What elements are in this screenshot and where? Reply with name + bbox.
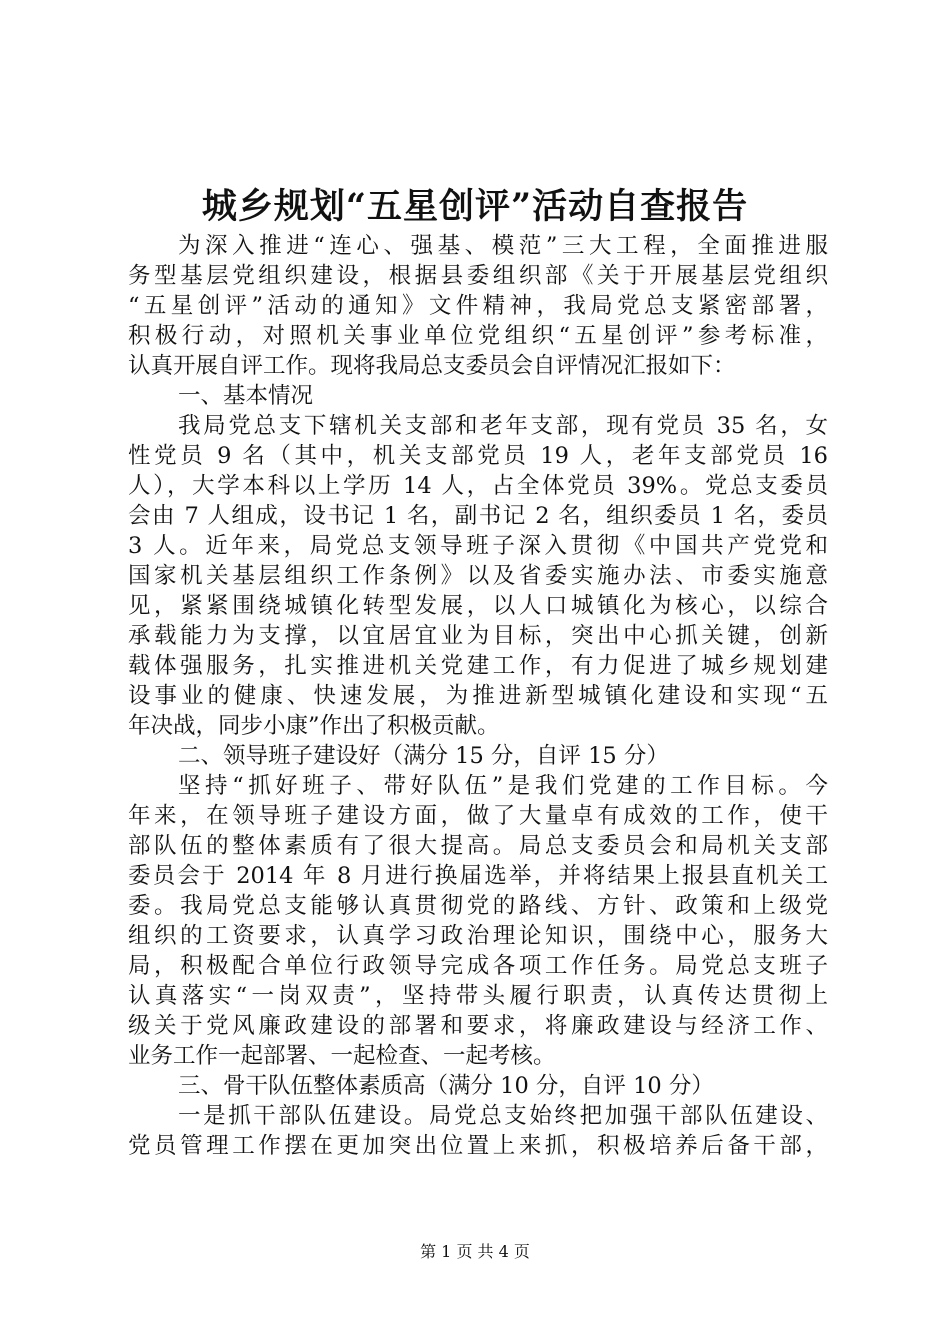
text-line: 人），大学本科以上学历 14 人，占全体党员 39%。党总支委员 — [128, 473, 828, 499]
section-heading: 三、骨干队伍整体素质高（满分 10 分，自评 10 分） — [178, 1073, 714, 1099]
text-line: 委。我局党总支能够认真贯彻党的路线、方针、政策和上级党 — [128, 893, 828, 919]
text-line: 会由 7 人组成，设书记 1 名，副书记 2 名，组织委员 1 名，委员 — [128, 503, 828, 529]
text-line: 委员会于 2014 年 8 月进行换届选举，并将结果上报县直机关工 — [128, 863, 828, 889]
text-line: 年决战，同步小康”作出了积极贡献。 — [128, 713, 500, 739]
text-line: 认真落实“一岗双责”，坚持带头履行职责，认真传达贯彻上 — [128, 983, 828, 1009]
text-line: 积极行动，对照机关事业单位党组织“五星创评”参考标准， — [128, 323, 828, 349]
text-line: 一是抓干部队伍建设。局党总支始终把加强干部队伍建设、 — [178, 1103, 828, 1129]
text-line: 国家机关基层组织工作条例》以及省委实施办法、市委实施意 — [128, 563, 828, 589]
text-line: “五星创评”活动的通知》文件精神，我局党总支紧密部署， — [128, 293, 828, 319]
text-line: 为深入推进“连心、强基、模范”三大工程，全面推进服 — [178, 233, 828, 259]
text-line: 设事业的健康、快速发展，为推进新型城镇化建设和实现“五 — [128, 683, 828, 709]
section-heading: 二、领导班子建设好（满分 15 分，自评 15 分） — [178, 743, 669, 769]
page-footer: 第 1 页 共 4 页 — [420, 1242, 530, 1261]
text-line: 业务工作一起部署、一起检查、一起考核。 — [128, 1043, 556, 1069]
text-line: 我局党总支下辖机关支部和老年支部，现有党员 35 名，女 — [178, 413, 828, 439]
section-heading: 一、基本情况 — [178, 383, 314, 409]
text-line: 部队伍的整体素质有了很大提高。局总支委员会和局机关支部 — [128, 833, 828, 859]
text-line: 性党员 9 名（其中，机关支部党员 19 人，老年支部党员 16 — [128, 443, 828, 469]
text-line: 党员管理工作摆在更加突出位置上来抓，积极培养后备干部， — [128, 1133, 828, 1159]
text-line: 组织的工资要求，认真学习政治理论知识，围绕中心，服务大 — [128, 923, 828, 949]
text-line: 年来，在领导班子建设方面，做了大量卓有成效的工作，使干 — [128, 803, 828, 829]
document-body — [128, 231, 828, 1161]
text-line: 3 人。近年来，局党总支领导班子深入贯彻《中国共产党党和 — [128, 533, 828, 559]
text-line: 载体强服务，扎实推进机关党建工作，有力促进了城乡规划建 — [128, 653, 828, 679]
text-line: 承载能力为支撑，以宜居宜业为目标，突出中心抓关键，创新 — [128, 623, 828, 649]
text-line: 坚持“抓好班子、带好队伍”是我们党建的工作目标。今 — [178, 773, 828, 799]
text-line: 见，紧紧围绕城镇化转型发展，以人口城镇化为核心，以综合 — [128, 593, 828, 619]
text-line: 级关于党风廉政建设的部署和要求，将廉政建设与经济工作、 — [128, 1013, 828, 1039]
document-title: 城乡规划“五星创评”活动自查报告 — [201, 186, 749, 227]
text-line: 认真开展自评工作。现将我局总支委员会自评情况汇报如下： — [128, 353, 736, 379]
text-line: 务型基层党组织建设，根据县委组织部《关于开展基层党组织 — [128, 263, 828, 289]
text-line: 局，积极配合单位行政领导完成各项工作任务。局党总支班子 — [128, 953, 828, 979]
